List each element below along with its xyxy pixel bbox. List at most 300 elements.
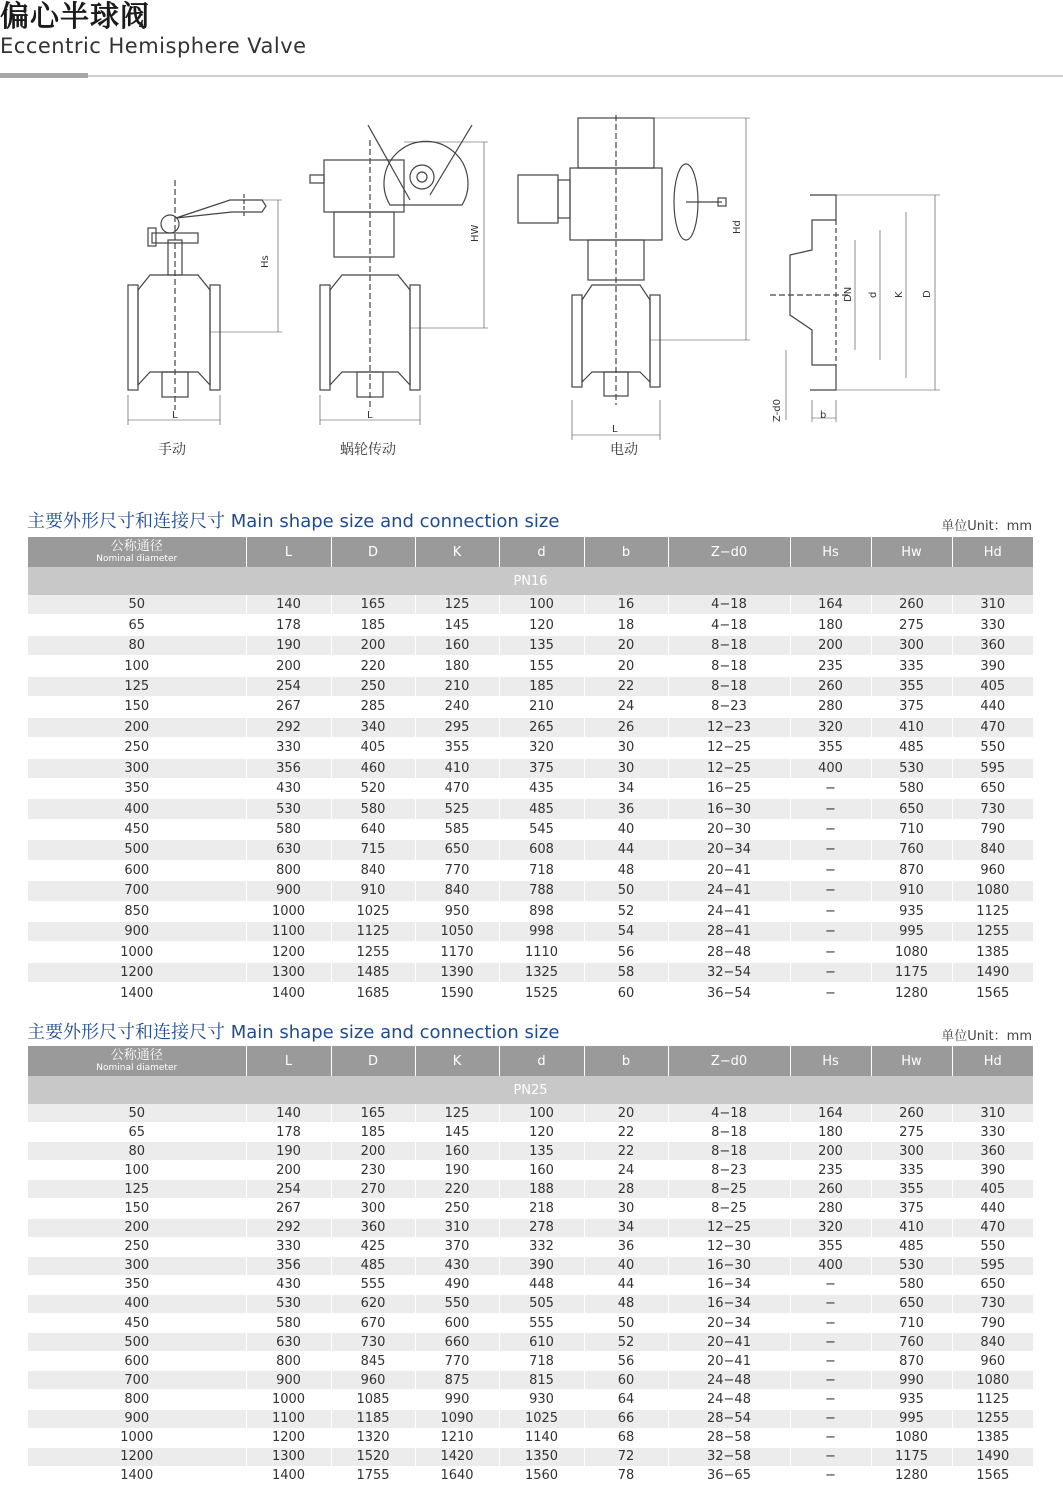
table-cell: 267 (246, 697, 331, 717)
dim-b: b (820, 410, 827, 421)
unit-label-pn25: 单位Unit：mm (941, 1029, 1032, 1044)
table-cell: 715 (331, 840, 415, 860)
table-cell: 180 (790, 1123, 871, 1142)
table-cell: − (790, 860, 871, 880)
table-cell: 550 (952, 1237, 1033, 1256)
table-cell: 435 (499, 778, 584, 798)
dim-dn: DN (843, 286, 854, 302)
table-row (28, 615, 1033, 635)
table-header-row (28, 537, 1033, 567)
table-cell: 36 (584, 799, 668, 819)
table-cell: 28−48 (668, 942, 790, 962)
table-cell: 500 (28, 840, 246, 860)
table-cell: 900 (28, 922, 246, 942)
table-cell: 34 (584, 1218, 668, 1237)
table-cell: 520 (331, 778, 415, 798)
table-cell: 650 (952, 1275, 1033, 1294)
table-cell: 1490 (952, 1447, 1033, 1466)
table-cell: 8−18 (668, 676, 790, 696)
table-cell: 405 (952, 676, 1033, 696)
table-cell: 210 (499, 697, 584, 717)
table-cell: − (790, 1466, 871, 1485)
table-cell: 340 (331, 717, 415, 737)
table-cell: 1125 (952, 1390, 1033, 1409)
table-cell: 330 (952, 615, 1033, 635)
table-cell: 1175 (871, 1447, 952, 1466)
table-cell: 1175 (871, 962, 952, 982)
table-cell: 185 (499, 676, 584, 696)
table-cell: 1485 (331, 962, 415, 982)
table-cell: 1320 (331, 1428, 415, 1447)
table-cell: 898 (499, 901, 584, 921)
table-cell: 608 (499, 840, 584, 860)
table-cell: 375 (871, 1199, 952, 1218)
table-cell: 1685 (331, 983, 415, 1003)
header-accent-bar (0, 73, 88, 78)
table-cell: 790 (952, 1314, 1033, 1333)
table-cell: 995 (871, 922, 952, 942)
table-cell: 430 (246, 1275, 331, 1294)
page-title-cn: 偏心半球阀 (0, 0, 151, 33)
table-cell: 1420 (415, 1447, 499, 1466)
table-cell: 990 (871, 1371, 952, 1390)
table-cell: 1050 (415, 922, 499, 942)
table-cell: 670 (331, 1314, 415, 1333)
table-cell: 78 (584, 1466, 668, 1485)
unit-label-pn16: 单位Unit：mm (941, 519, 1032, 534)
table-cell: 410 (871, 1218, 952, 1237)
table-cell: 28−41 (668, 922, 790, 942)
table-cell: 485 (871, 738, 952, 758)
table-cell: 190 (415, 1161, 499, 1180)
col-z-d0: Z−d0 (668, 1046, 790, 1076)
table-cell: 280 (790, 1199, 871, 1218)
table-cell: 355 (790, 738, 871, 758)
table-cell: 300 (28, 1256, 246, 1275)
table-cell: 1000 (28, 1428, 246, 1447)
table-cell: 1000 (28, 942, 246, 962)
table-cell: 267 (246, 1199, 331, 1218)
col-hs: Hs (790, 537, 871, 567)
col-hd: Hd (952, 537, 1033, 567)
pressure-row (28, 567, 1033, 595)
table-cell: 700 (28, 1371, 246, 1390)
table-cell: 870 (871, 1352, 952, 1371)
col-z-d0: Z−d0 (668, 537, 790, 567)
table-cell: 1520 (331, 1447, 415, 1466)
table-cell: 125 (28, 1180, 246, 1199)
table-cell: 460 (331, 758, 415, 778)
table-cell: 240 (415, 697, 499, 717)
spec-table-pn16 (28, 537, 1033, 1004)
table-cell: 580 (246, 819, 331, 839)
table-cell: 285 (331, 697, 415, 717)
table-cell: 145 (415, 615, 499, 635)
col-k: K (415, 1046, 499, 1076)
table-cell: 730 (331, 1333, 415, 1352)
table-row (28, 1294, 1033, 1313)
table-cell: 30 (584, 738, 668, 758)
col-d-outer: D (331, 537, 415, 567)
table-cell: 200 (790, 635, 871, 655)
table-cell: 470 (952, 717, 1033, 737)
table-cell: 1000 (246, 901, 331, 921)
dim-l-manual: L (172, 410, 178, 421)
table-cell: 1140 (499, 1428, 584, 1447)
table-cell: 24 (584, 1161, 668, 1180)
table-cell: 16−34 (668, 1275, 790, 1294)
table-cell: 8−25 (668, 1180, 790, 1199)
table-cell: 710 (871, 819, 952, 839)
table-cell: 355 (415, 738, 499, 758)
table-cell: 1325 (499, 962, 584, 982)
col-nominal-diameter (28, 1046, 246, 1076)
spec-table-pn25 (28, 1046, 1033, 1486)
table-cell: 950 (415, 901, 499, 921)
table-cell: 355 (871, 1180, 952, 1199)
table-row (28, 1371, 1033, 1390)
table-cell: 580 (871, 1275, 952, 1294)
table-cell: 335 (871, 1161, 952, 1180)
table-cell: 500 (28, 1333, 246, 1352)
table-cell: 330 (246, 738, 331, 758)
table-cell: 440 (952, 1199, 1033, 1218)
table-cell: 20 (584, 635, 668, 655)
table-cell: − (790, 1409, 871, 1428)
table-row (28, 1199, 1033, 1218)
table-cell: 630 (246, 1333, 331, 1352)
table-cell: 4−18 (668, 615, 790, 635)
table-cell: 310 (415, 1218, 499, 1237)
table-cell: 1640 (415, 1466, 499, 1485)
table-cell: 180 (790, 615, 871, 635)
table-cell: 1280 (871, 1466, 952, 1485)
table-row (28, 1237, 1033, 1256)
table-row (28, 697, 1033, 717)
table-cell: 50 (28, 1104, 246, 1123)
table-cell: 200 (331, 1142, 415, 1161)
table-cell: 20−41 (668, 1333, 790, 1352)
table-cell: 425 (331, 1237, 415, 1256)
table-cell: 200 (28, 1218, 246, 1237)
dimension-labels (172, 220, 933, 435)
table-cell: 165 (331, 1104, 415, 1123)
table-cell: 990 (415, 1390, 499, 1409)
table-cell: − (790, 901, 871, 921)
table-cell: 22 (584, 676, 668, 696)
table-cell: 1170 (415, 942, 499, 962)
table-cell: 1090 (415, 1409, 499, 1428)
table-cell: 12−25 (668, 758, 790, 778)
manual-valve-drawing (128, 180, 282, 425)
table-cell: 310 (952, 1104, 1033, 1123)
table-header-row (28, 1046, 1033, 1076)
table-cell: 80 (28, 1142, 246, 1161)
table-cell: 525 (415, 799, 499, 819)
table-cell: 1200 (246, 942, 331, 962)
table-cell: 278 (499, 1218, 584, 1237)
table-cell: 320 (790, 1218, 871, 1237)
table-cell: 30 (584, 1199, 668, 1218)
table-title-pn16: 主要外形尺寸和连接尺寸 Main shape size and connection size (27, 511, 560, 532)
table-cell: 235 (790, 1161, 871, 1180)
table-cell: 270 (331, 1180, 415, 1199)
table-cell: 164 (790, 595, 871, 615)
table-cell: 760 (871, 840, 952, 860)
table-cell: 220 (331, 656, 415, 676)
table-cell: 470 (415, 778, 499, 798)
table-cell: 490 (415, 1275, 499, 1294)
table-cell: 260 (871, 595, 952, 615)
table-cell: 260 (790, 1180, 871, 1199)
table-cell: 200 (331, 635, 415, 655)
table-cell: 100 (499, 1104, 584, 1123)
table-cell: 280 (790, 697, 871, 717)
table-cell: 355 (871, 676, 952, 696)
table-cell: 275 (871, 615, 952, 635)
table-cell: 610 (499, 1333, 584, 1352)
table-cell: 1200 (28, 962, 246, 982)
table-cell: 200 (28, 717, 246, 737)
table-row (28, 1428, 1033, 1447)
table-row (28, 819, 1033, 839)
table-cell: 140 (246, 1104, 331, 1123)
table-cell: 275 (871, 1123, 952, 1142)
table-cell: 335 (871, 656, 952, 676)
table-cell: 1210 (415, 1428, 499, 1447)
electric-valve-drawing (518, 115, 750, 440)
table-cell: 20−41 (668, 860, 790, 880)
table-cell: 1200 (28, 1447, 246, 1466)
table-cell: 1350 (499, 1447, 584, 1466)
table-cell: 1565 (952, 1466, 1033, 1485)
table-cell: 330 (952, 1123, 1033, 1142)
table-cell: 66 (584, 1409, 668, 1428)
table-cell: 1255 (952, 922, 1033, 942)
table-cell: 160 (415, 635, 499, 655)
table-cell: 900 (246, 881, 331, 901)
table-cell: 145 (415, 1123, 499, 1142)
table-cell: 22 (584, 1123, 668, 1142)
table-row (28, 1218, 1033, 1237)
table-cell: 360 (952, 635, 1033, 655)
table-row (28, 840, 1033, 860)
table-cell: − (790, 1428, 871, 1447)
table-cell: 28−58 (668, 1428, 790, 1447)
table-cell: 550 (415, 1294, 499, 1313)
table-cell: 320 (499, 738, 584, 758)
header-divider (0, 75, 1063, 77)
table-cell: 178 (246, 1123, 331, 1142)
table-cell: 16 (584, 595, 668, 615)
table-cell: 300 (331, 1199, 415, 1218)
table-row (28, 799, 1033, 819)
nominal-cn: 公称通径 (110, 538, 163, 554)
table-cell: 292 (246, 717, 331, 737)
table-cell: 850 (28, 901, 246, 921)
table-cell: 730 (952, 1294, 1033, 1313)
table-cell: 125 (415, 1104, 499, 1123)
table-cell: 580 (246, 1314, 331, 1333)
table-cell: 24 (584, 697, 668, 717)
table-cell: 995 (871, 1409, 952, 1428)
dim-d-big: D (922, 290, 933, 298)
table-cell: 770 (415, 860, 499, 880)
table-cell: − (790, 881, 871, 901)
table-cell: 1390 (415, 962, 499, 982)
table-cell: 188 (499, 1180, 584, 1199)
pressure-label: PN16 (28, 567, 1033, 595)
table-cell: 1385 (952, 942, 1033, 962)
table-cell: 485 (499, 799, 584, 819)
table-cell: 16−25 (668, 778, 790, 798)
table-cell: 185 (331, 615, 415, 635)
table-cell: 16−30 (668, 799, 790, 819)
table-row (28, 922, 1033, 942)
table-row (28, 1161, 1033, 1180)
table-cell: 160 (499, 1161, 584, 1180)
table-cell: 330 (246, 1237, 331, 1256)
table-cell: 200 (790, 1142, 871, 1161)
table-cell: 60 (584, 1371, 668, 1390)
table-cell: 1000 (246, 1390, 331, 1409)
table-row (28, 1314, 1033, 1333)
table-cell: 56 (584, 1352, 668, 1371)
table-cell: 32−54 (668, 962, 790, 982)
table-cell: 8−18 (668, 1123, 790, 1142)
table-cell: 595 (952, 1256, 1033, 1275)
table-cell: 400 (790, 758, 871, 778)
table-cell: 350 (28, 1275, 246, 1294)
table-cell: 48 (584, 860, 668, 880)
table-cell: 8−25 (668, 1199, 790, 1218)
page-title-en: Eccentric Hemisphere Valve (0, 34, 307, 58)
table-cell: 600 (28, 1352, 246, 1371)
table-cell: 260 (790, 676, 871, 696)
table-cell: − (790, 1371, 871, 1390)
table-cell: 180 (415, 656, 499, 676)
table-cell: 1185 (331, 1409, 415, 1428)
table-cell: 730 (952, 799, 1033, 819)
table-cell: 20−34 (668, 840, 790, 860)
dim-l-worm: L (367, 410, 373, 421)
table-cell: − (790, 799, 871, 819)
table-cell: 36−54 (668, 983, 790, 1003)
table-cell: 265 (499, 717, 584, 737)
table-cell: 26 (584, 717, 668, 737)
table-cell: 1400 (246, 983, 331, 1003)
table-cell: 505 (499, 1294, 584, 1313)
table-cell: 218 (499, 1199, 584, 1218)
table-cell: 1400 (28, 1466, 246, 1485)
dim-d-small: d (868, 291, 879, 298)
table-cell: 24−48 (668, 1371, 790, 1390)
table-cell: 60 (584, 983, 668, 1003)
table-cell: 120 (499, 1123, 584, 1142)
table-cell: 250 (415, 1199, 499, 1218)
table-cell: 230 (331, 1161, 415, 1180)
caption-worm-gear: 蜗轮传动 (340, 442, 396, 458)
table-cell: 410 (871, 717, 952, 737)
table-row (28, 1352, 1033, 1371)
table-cell: 52 (584, 901, 668, 921)
table-cell: 650 (415, 840, 499, 860)
table-cell: − (790, 1447, 871, 1466)
table-cell: 1300 (246, 962, 331, 982)
table-cell: 8−23 (668, 1161, 790, 1180)
dim-hw: HW (470, 224, 481, 242)
table-cell: 40 (584, 819, 668, 839)
table-cell: 120 (499, 615, 584, 635)
table-cell: 840 (415, 881, 499, 901)
table-cell: 370 (415, 1237, 499, 1256)
table-cell: 20 (584, 1104, 668, 1123)
table-cell: 470 (952, 1218, 1033, 1237)
table-cell: 1565 (952, 983, 1033, 1003)
table-cell: 44 (584, 840, 668, 860)
table-cell: 998 (499, 922, 584, 942)
table-cell: 4−18 (668, 595, 790, 615)
table-cell: 930 (499, 1390, 584, 1409)
table-cell: 80 (28, 635, 246, 655)
table-cell: 20−34 (668, 1314, 790, 1333)
table-cell: 650 (871, 1294, 952, 1313)
table-cell: 50 (584, 881, 668, 901)
col-hd: Hd (952, 1046, 1033, 1076)
table-cell: 210 (415, 676, 499, 696)
table-cell: 400 (790, 1256, 871, 1275)
table-cell: 800 (246, 860, 331, 880)
table-cell: 36 (584, 1237, 668, 1256)
table-cell: 64 (584, 1390, 668, 1409)
table-cell: 65 (28, 615, 246, 635)
table-cell: − (790, 983, 871, 1003)
table-cell: 164 (790, 1104, 871, 1123)
table-cell: − (790, 819, 871, 839)
table-cell: 20−30 (668, 819, 790, 839)
table-cell: − (790, 840, 871, 860)
table-cell: 600 (415, 1314, 499, 1333)
table-cell: 30 (584, 758, 668, 778)
table-cell: 530 (871, 758, 952, 778)
table-row (28, 901, 1033, 921)
table-cell: 250 (28, 1237, 246, 1256)
table-cell: 375 (499, 758, 584, 778)
table-cell: 400 (28, 799, 246, 819)
table-cell: − (790, 942, 871, 962)
col-d: d (499, 537, 584, 567)
col-d-outer: D (331, 1046, 415, 1076)
table-cell: 200 (246, 656, 331, 676)
table-cell: 410 (415, 758, 499, 778)
table-cell: 1110 (499, 942, 584, 962)
table-cell: 1125 (952, 901, 1033, 921)
table-cell: 1300 (246, 1447, 331, 1466)
table-cell: 700 (28, 881, 246, 901)
table-cell: 360 (952, 1142, 1033, 1161)
table-cell: 448 (499, 1275, 584, 1294)
table-cell: 58 (584, 962, 668, 982)
table-cell: 1525 (499, 983, 584, 1003)
col-hw: Hw (871, 1046, 952, 1076)
table-cell: 12−25 (668, 1218, 790, 1237)
nominal-cn: 公称通径 (110, 1047, 163, 1063)
table-cell: 355 (790, 1237, 871, 1256)
table-cell: 800 (28, 1390, 246, 1409)
worm-gear-valve-drawing (310, 125, 488, 425)
table-cell: 300 (28, 758, 246, 778)
table-cell: 190 (246, 635, 331, 655)
